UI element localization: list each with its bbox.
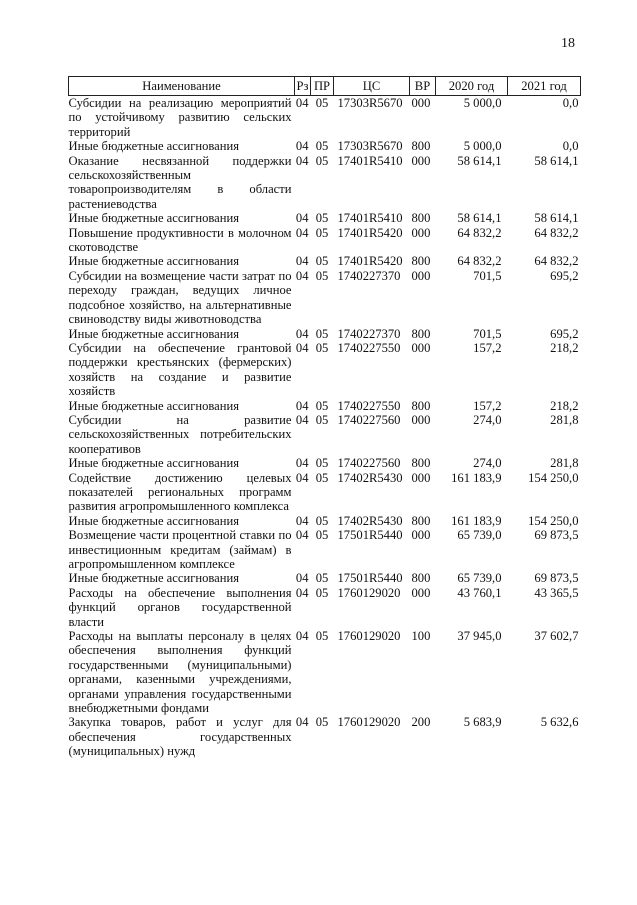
row-cs: 17401R5420 [337, 225, 403, 240]
row-2020: 161 183,9 [451, 470, 502, 485]
row-vr: 800 [411, 398, 431, 413]
row-rz: 04 [295, 412, 309, 427]
row-2021: 58 614,1 [534, 211, 579, 226]
table-row [69, 715, 581, 758]
row-cs: 17402R5430 [337, 470, 403, 485]
row-vr: 800 [411, 326, 431, 341]
row-rz: 04 [295, 139, 309, 154]
row-2021: 37 602,7 [534, 629, 579, 644]
table-row [69, 586, 581, 629]
row-cs: 17303R5670 [337, 139, 403, 154]
row-2021: 0,0 [562, 96, 579, 110]
row-rz: 04 [295, 326, 309, 341]
row-2020: 58 614,1 [457, 153, 502, 168]
row-cs: 1740227370 [337, 326, 401, 341]
table-header [69, 77, 581, 96]
row-2021: 64 832,2 [534, 225, 579, 240]
table-row [69, 571, 581, 585]
row-cs: 1740227550 [337, 398, 401, 413]
row-2020: 64 832,2 [457, 254, 502, 269]
row-pr: 05 [315, 513, 329, 528]
row-2021: 64 832,2 [534, 254, 579, 269]
row-vr: 000 [411, 412, 431, 427]
row-cs: 1740227550 [337, 340, 401, 355]
row-2020: 157,2 [473, 398, 502, 413]
row-vr: 800 [411, 211, 431, 226]
row-2020: 64 832,2 [457, 225, 502, 240]
row-2021: 695,2 [550, 268, 579, 283]
row-cs: 17303R5670 [337, 96, 403, 110]
row-cs: 1740227370 [337, 268, 401, 283]
row-2020: 65 739,0 [457, 571, 502, 586]
row-pr: 05 [315, 225, 329, 240]
row-2021: 218,2 [550, 398, 579, 413]
row-2021: 69 873,5 [534, 571, 579, 586]
row-pr: 05 [315, 412, 329, 427]
row-pr: 05 [315, 715, 329, 730]
row-2020: 701,5 [473, 326, 502, 341]
row-vr: 800 [411, 254, 431, 269]
row-vr: 000 [411, 585, 431, 600]
row-2020: 161 183,9 [451, 513, 502, 528]
row-name: Субсидии на развитие сельскохозяйственных потребительских кооперативов [68, 412, 292, 456]
row-2021: 69 873,5 [534, 528, 579, 543]
row-name: Иные бюджетные ассигнования [68, 326, 240, 341]
row-cs: 17401R5410 [337, 211, 403, 226]
header-row [69, 77, 581, 96]
row-rz: 04 [295, 571, 309, 586]
row-name: Повышение продуктивности в молочном скотоводстве [68, 225, 292, 255]
table-row [69, 341, 581, 399]
row-2021: 218,2 [550, 340, 579, 355]
row-pr: 05 [315, 456, 329, 471]
row-name: Возмещение части процентной ставки по инвестиционным кредитам (займам) в агропромышленном комплексе [68, 528, 292, 571]
row-pr: 05 [315, 211, 329, 226]
header-pr: ПР [311, 77, 334, 96]
table-row [69, 629, 581, 715]
row-2021: 43 365,5 [534, 585, 579, 600]
row-pr: 05 [315, 340, 329, 355]
row-name: Иные бюджетные ассигнования [68, 571, 240, 586]
header-2021: 2021 год [508, 77, 581, 96]
row-pr: 05 [315, 585, 329, 600]
row-2020: 701,5 [473, 268, 502, 283]
row-rz: 04 [295, 398, 309, 413]
row-vr: 800 [411, 513, 431, 528]
row-vr: 200 [411, 715, 431, 730]
row-vr: 800 [411, 571, 431, 586]
row-name: Иные бюджетные ассигнования [68, 139, 240, 154]
row-pr: 05 [315, 153, 329, 168]
row-vr: 800 [411, 456, 431, 471]
row-rz: 04 [295, 96, 309, 110]
table-row [69, 211, 581, 225]
row-rz: 04 [295, 211, 309, 226]
row-vr: 000 [411, 225, 431, 240]
row-rz: 04 [295, 225, 309, 240]
row-rz: 04 [295, 153, 309, 168]
row-cs: 17501R5440 [337, 528, 403, 543]
row-2020: 65 739,0 [457, 528, 502, 543]
row-name: Расходы на выплаты персоналу в целях обеспечения выполнения функций государственными (муниципальными) органами, казенными учреждениями, органами управления государственными внебюджетными фондами [68, 629, 292, 716]
row-name: Оказание несвязанной поддержки сельскохозяйственным товаропроизводителям в области растениеводства [68, 153, 292, 211]
page-number: 18 [561, 36, 575, 51]
row-vr: 000 [411, 268, 431, 283]
row-pr: 05 [315, 470, 329, 485]
row-rz: 04 [295, 528, 309, 543]
row-cs: 17501R5440 [337, 571, 403, 586]
row-rz: 04 [295, 456, 309, 471]
row-name: Закупка товаров, работ и услуг для обеспечения государственных (муниципальных) нужд [68, 715, 292, 759]
row-2021: 58 614,1 [534, 153, 579, 168]
row-2020: 58 614,1 [457, 211, 502, 226]
row-rz: 04 [295, 254, 309, 269]
row-2021: 281,8 [550, 456, 579, 471]
row-cs: 17401R5410 [337, 153, 403, 168]
row-vr: 000 [411, 528, 431, 543]
row-name: Иные бюджетные ассигнования [68, 456, 240, 471]
table-row [69, 269, 581, 327]
row-2020: 43 760,1 [457, 585, 502, 600]
row-vr: 000 [411, 340, 431, 355]
table-row [69, 514, 581, 528]
row-2020: 274,0 [473, 456, 502, 471]
row-vr: 100 [411, 629, 431, 644]
row-pr: 05 [315, 398, 329, 413]
table-row [69, 413, 581, 456]
row-2021: 695,2 [550, 326, 579, 341]
row-2020: 5 683,9 [463, 715, 502, 730]
row-2020: 37 945,0 [457, 629, 502, 644]
row-pr: 05 [315, 571, 329, 586]
row-name: Субсидии на возмещение части затрат по переходу граждан, ведущих личное подсобное хозяйство, на альтернативные свиноводству виды животноводства [68, 268, 292, 327]
row-name: Расходы на обеспечение выполнения функций органов государственной власти [68, 585, 292, 629]
row-cs: 1760129020 [337, 629, 401, 644]
row-vr: 000 [411, 153, 431, 168]
row-name: Содействие достижению целевых показателей региональных программ развития агропромышленного комплекса [68, 470, 292, 514]
table-row [69, 471, 581, 514]
row-cs: 1740227560 [337, 456, 401, 471]
table-row [69, 254, 581, 268]
table-row [69, 456, 581, 470]
row-2020: 5 000,0 [463, 96, 502, 110]
row-cs: 1740227560 [337, 412, 401, 427]
row-pr: 05 [315, 629, 329, 644]
row-rz: 04 [295, 513, 309, 528]
row-2021: 5 632,6 [540, 715, 579, 730]
row-rz: 04 [295, 470, 309, 485]
row-2021: 281,8 [550, 412, 579, 427]
row-name: Иные бюджетные ассигнования [68, 513, 240, 528]
header-vr: ВР [410, 77, 436, 96]
row-name: Иные бюджетные ассигнования [68, 398, 240, 413]
row-vr: 800 [411, 139, 431, 154]
row-2020: 5 000,0 [463, 139, 502, 154]
table-row [69, 154, 581, 212]
row-2021: 154 250,0 [528, 470, 579, 485]
row-pr: 05 [315, 268, 329, 283]
row-name: Субсидии на реализацию мероприятий по устойчивому развитию сельских территорий [68, 96, 292, 139]
budget-table [68, 76, 581, 759]
row-vr: 000 [411, 96, 431, 110]
row-rz: 04 [295, 715, 309, 730]
header-2020: 2020 год [436, 77, 508, 96]
row-name: Иные бюджетные ассигнования [68, 254, 240, 269]
row-rz: 04 [295, 629, 309, 644]
table-row [69, 139, 581, 153]
table-row [69, 226, 581, 255]
row-cs: 17402R5430 [337, 513, 403, 528]
row-pr: 05 [315, 96, 329, 110]
row-2020: 274,0 [473, 412, 502, 427]
table-row [69, 399, 581, 413]
row-name: Субсидии на обеспечение грантовой поддержки крестьянских (фермерских) хозяйств на создание и развитие хозяйств [68, 340, 292, 399]
header-cs: ЦС [334, 77, 410, 96]
table-body [69, 96, 581, 759]
row-pr: 05 [315, 528, 329, 543]
row-vr: 000 [411, 470, 431, 485]
header-name: Наименование [69, 77, 295, 96]
row-rz: 04 [295, 585, 309, 600]
table-row [69, 96, 581, 140]
row-pr: 05 [315, 139, 329, 154]
row-2021: 154 250,0 [528, 513, 579, 528]
row-2020: 157,2 [473, 340, 502, 355]
header-rz: Рз [295, 77, 311, 96]
row-cs: 1760129020 [337, 715, 401, 730]
row-2021: 0,0 [562, 139, 579, 154]
row-cs: 1760129020 [337, 585, 401, 600]
row-rz: 04 [295, 340, 309, 355]
row-pr: 05 [315, 326, 329, 341]
row-cs: 17401R5420 [337, 254, 403, 269]
table-row [69, 528, 581, 571]
row-rz: 04 [295, 268, 309, 283]
row-name: Иные бюджетные ассигнования [68, 211, 240, 226]
row-pr: 05 [315, 254, 329, 269]
table-row [69, 327, 581, 341]
